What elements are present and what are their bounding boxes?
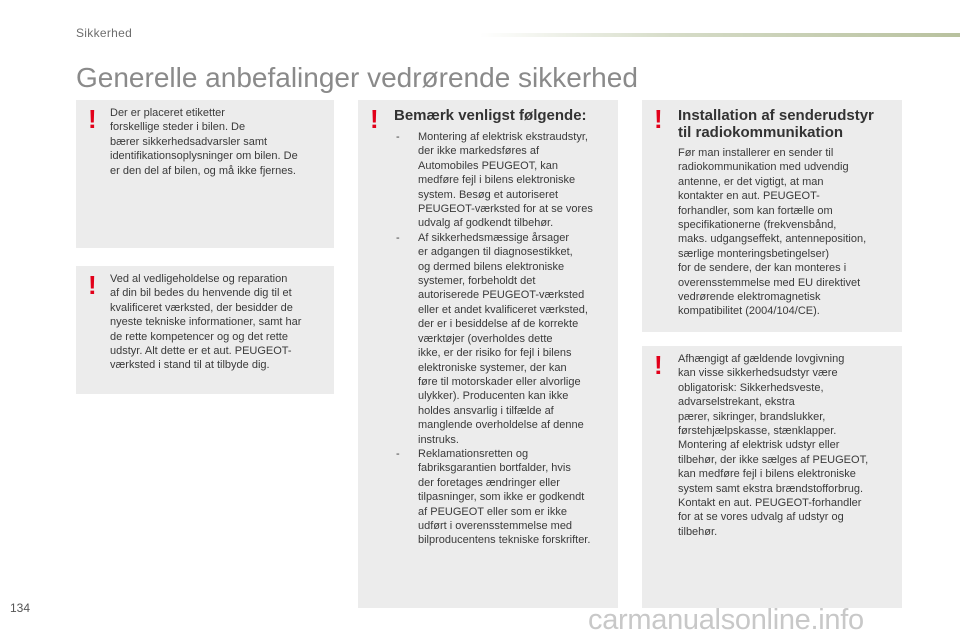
box-title: Installation af senderudstyr til radiokommunikation: [678, 107, 874, 141]
list-dash: -: [396, 447, 400, 460]
page-title: Generelle anbefalinger vedrørende sikkerhed: [76, 62, 638, 93]
watermark: carmanualsonline.info: [588, 604, 864, 636]
note-box-radio-installation: [642, 100, 902, 332]
note-text: Afhængigt af gældende lovgivning kan visse sikkerhedsudstyr være obligatorisk: Sikkerhedsveste, advarselstrekant, ekstra pærer, sikringer, brandslukker, førstehjælpskasse, stænklapper. Montering af elektrisk udstyr eller tilbehør, der ikke sælges af PEUGEOT, kan medføre fejl i bilens elektroniske system samt ekstra brændstofforbrug. Kontakt en aut. PEUGEOT-forhandler for at se vores udvalg af udstyr og tilbehør.: [678, 353, 869, 538]
list-dash: -: [396, 231, 400, 244]
note-text: Før man installerer en sender til radiokommunikation med udvendig antenne, er det vigtigt, at man kontakter en aut. PEUGEOT- forhandler, som kan fortælle om specifikationerne (frekvensbånd, maks. udgangseffekt, antenneposition, særlige monteringsbetingelser) for de sendere, der kan monteres i overensstemmelse med EU direktivet vedrørende elektromagnetisk kompatibilitet (2004/104/CE).: [678, 147, 867, 318]
warning-icon: !: [88, 270, 97, 300]
note-box-mandatory-equipment: [642, 346, 902, 608]
box-title: Bemærk venligst følgende:: [394, 107, 587, 124]
list-item: [396, 130, 616, 231]
list-item-text: Af sikkerhedsmæssige årsager er adgangen til diagnosestikket, og dermed bilens elektroniske systemer, forbeholdt det autoriserede PEUGEOT-værksted eller et andet kvalificeret værksted, der er i besiddelse af de korrekte værktøjer (overholdes dette ikke, er der risiko for fejl i bilens elektroniske systemer, der kan føre til motorskader eller alvorlige ulykker). Producenten kan ikke holdes ansvarlig i tilfælde af manglende overholdelse af denne instruks.: [418, 231, 588, 446]
warning-icon: !: [654, 104, 663, 134]
note-text: Ved al vedligeholdelse og reparation af din bil bedes du henvende dig til et kvalificeret værksted, der besidder de nyeste tekniske informationer, samt har de rette kompetencer og og det rette udstyr. Alt dette er et aut. PEUGEOT- værksted i stand til at tilbyde dig.: [110, 273, 302, 372]
page-number: 134: [10, 601, 31, 615]
bullet-list: [396, 130, 616, 548]
list-item: [396, 447, 616, 548]
note-box-labels: [76, 100, 334, 248]
warning-icon: !: [654, 350, 663, 380]
header-divider: [480, 33, 960, 37]
note-box-please-note: [358, 100, 618, 608]
note-box-maintenance: [76, 266, 334, 394]
warning-icon: !: [88, 104, 97, 134]
list-dash: -: [396, 131, 400, 143]
list-item: [396, 231, 616, 447]
list-item-text: Montering af elektrisk ekstraudstyr, der ikke markedsføres af Automobiles PEUGEOT, kan medføre fejl i bilens elektroniske system. Besøg et autoriseret PEUGEOT-værksted for at se vores udvalg af godkendt tilbehør.: [418, 131, 593, 230]
list-item-text: Reklamationsretten og fabriksgarantien bortfalder, hvis der foretages ændringer eller tilpasninger, som ikke er godkendt af PEUGEOT eller som er ikke udført i overensstemmelse med bilproducentens tekniske forskrifter.: [418, 447, 591, 547]
note-text: Der er placeret etiketter forskellige steder i bilen. De bærer sikkerhedsadvarsler samt identifikationsoplysninger om bilen. De er den del af bilen, og må ikke fjernes.: [110, 107, 298, 177]
warning-icon: !: [370, 104, 379, 134]
section-label: Sikkerhed: [76, 26, 133, 40]
